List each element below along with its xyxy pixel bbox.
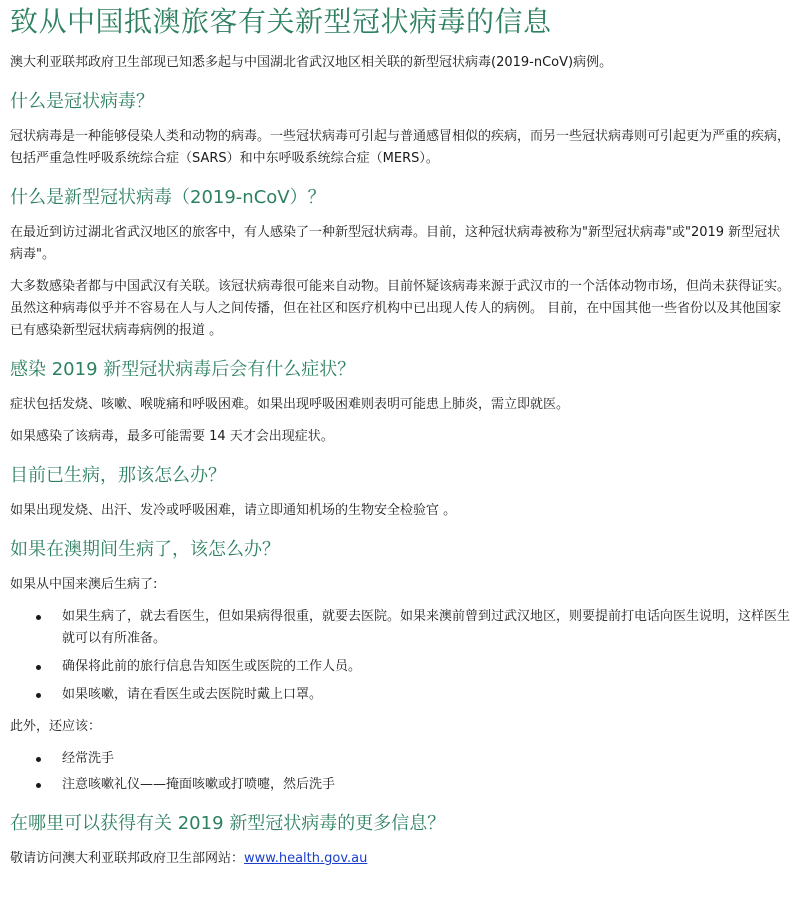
section-heading-what-is-coronavirus: 什么是冠状病毒？ bbox=[10, 91, 154, 112]
section-heading-more-info: 在哪里可以获得有关 2019 新型冠状病毒的更多信息？ bbox=[10, 813, 446, 834]
also-lead: 此外，还应该： bbox=[10, 719, 102, 734]
section-paragraph: 大多数感染者都与中国武汉有关联。该冠状病毒很可能来自动物。目前怀疑该病毒来源于武汉市的一个活体动物市场，但尚未获得证实。虽然这种病毒似乎并不容易在人与人之间传播，但在社区和医疗机构中已出现人传人的病例。 目前，在中国其他一些省份以及其他国家已有感染新型冠状病毒病例的报道 。 bbox=[10, 279, 791, 338]
section-heading-already-sick: 目前已生病，那该怎么办？ bbox=[10, 465, 226, 486]
list-item: 确保将此前的旅行信息告知医生或医院的工作人员。 bbox=[58, 656, 790, 678]
advice-list bbox=[10, 606, 790, 706]
section-paragraph: 冠状病毒是一种能够侵染人类和动物的病毒。一些冠状病毒可引起与普通感冒相似的疾病，而另一些冠状病毒则可引起更为严重的疾病，包括严重急性呼吸系统综合症（SARS）和中东呼吸系统综合症（MERS）。 bbox=[10, 129, 791, 166]
section-paragraph: 如果感染了该病毒，最多可能需要 14 天才会出现症状。 bbox=[10, 429, 334, 444]
more-info-paragraph bbox=[10, 848, 790, 870]
intro-paragraph: 澳大利亚联邦政府卫生部现已知悉多起与中国湖北省武汉地区相关联的新型冠状病毒(2019-nCoV)病例。 bbox=[10, 55, 613, 70]
list-item: 注意咳嗽礼仪——掩面咳嗽或打喷嚏，然后洗手 bbox=[58, 774, 790, 796]
section-paragraph: 如果出现发烧、出汗、发冷或呼吸困难，请立即通知机场的生物安全检验官 。 bbox=[10, 503, 457, 518]
list-item: 经常洗手 bbox=[58, 748, 790, 770]
section-heading-sick-in-australia: 如果在澳期间生病了，该怎么办？ bbox=[10, 539, 280, 560]
section-heading-symptoms: 感染 2019 新型冠状病毒后会有什么症状？ bbox=[10, 359, 356, 380]
list-lead: 如果从中国来澳后生病了: bbox=[10, 577, 158, 592]
health-website-link[interactable]: www.health.gov.au bbox=[244, 851, 368, 866]
hygiene-list bbox=[10, 748, 790, 796]
list-item: 如果生病了，就去看医生，但如果病得很重，就要去医院。如果来澳前曾到过武汉地区，则要提前打电话向医生说明，这样医生就可以有所准备。 bbox=[58, 606, 790, 650]
section-heading-what-is-2019-ncov: 什么是新型冠状病毒（2019-nCoV）？ bbox=[10, 187, 326, 208]
more-info-text: 敬请访问澳大利亚联邦政府卫生部网站： bbox=[10, 851, 245, 866]
section-paragraph: 症状包括发烧、咳嗽、喉咙痛和呼吸困难。如果出现呼吸困难则表明可能患上肺炎，需立即就医。 bbox=[10, 397, 570, 412]
list-item: 如果咳嗽，请在看医生或去医院时戴上口罩。 bbox=[58, 684, 790, 706]
section-paragraph: 在最近到访过湖北省武汉地区的旅客中，有人感染了一种新型冠状病毒。目前，这种冠状病毒被称为"新型冠状病毒"或"2019 新型冠状病毒"。 bbox=[10, 225, 781, 262]
page-title: 致从中国抵澳旅客有关新型冠状病毒的信息 bbox=[10, 5, 552, 38]
document-page bbox=[0, 4, 800, 870]
